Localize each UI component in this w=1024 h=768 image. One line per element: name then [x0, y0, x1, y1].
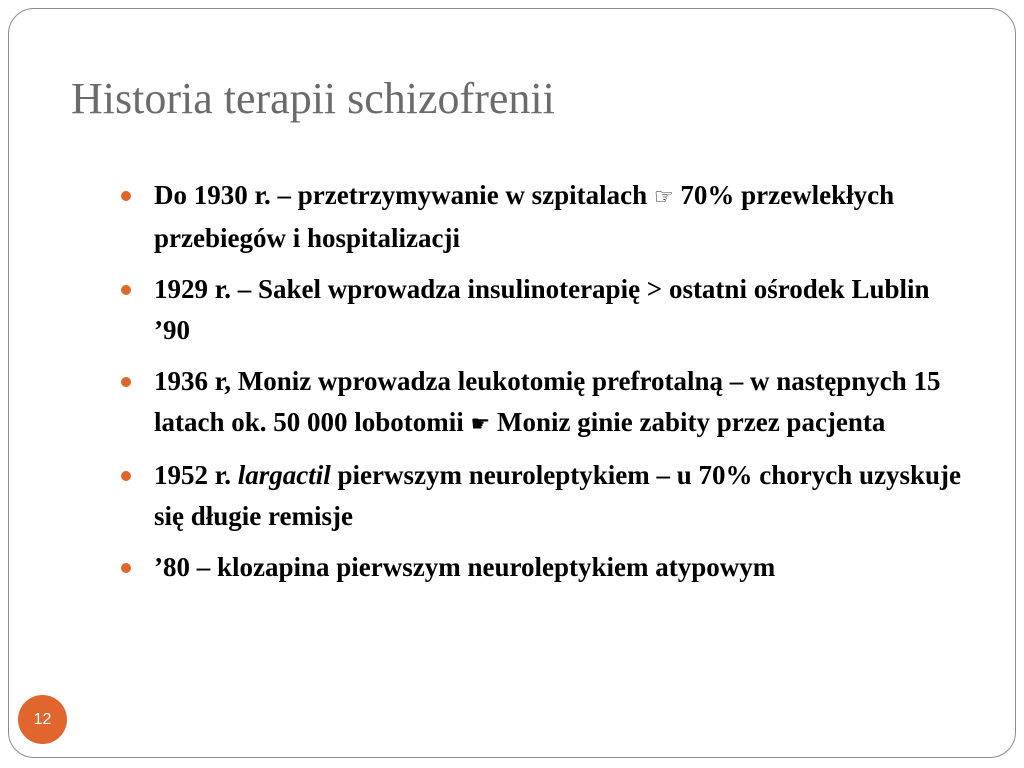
drug-name-italic: largactil [237, 460, 331, 490]
bullet-item-1952 [121, 455, 961, 537]
bullet-marker [121, 471, 131, 481]
bullet-item-80 [121, 547, 961, 588]
pointing-hand-right-outline-icon: ☞ [653, 185, 674, 210]
pointing-hand-right-filled-icon: ☛ [470, 412, 491, 437]
bullet-text: 1936 r, Moniz wprowadza leukotomię prefrotalną – w następnych 15 latach ok. 50 000 lobotomii [154, 366, 941, 437]
bullet-text: 70% przewlekłych przebiegów i hospitalizacji [154, 180, 895, 253]
bullet-marker [121, 563, 131, 573]
bullet-text: pierwszym neuroleptykiem – u 70% chorych uzyskuje się długie remisje [154, 460, 961, 531]
bullet-text: ’80 – klozapina pierwszym neuroleptykiem atypowym [154, 552, 776, 582]
bullet-item-1929 [121, 269, 961, 351]
bullet-text: Moniz ginie zabity przez pacjenta [497, 407, 886, 437]
slide-frame [8, 8, 1016, 758]
bullet-text: 1929 r. – Sakel wprowadza insulinoterapię > ostatni ośrodek Lublin ’90 [154, 274, 930, 345]
bullet-item-1930 [121, 175, 961, 259]
bullet-marker [121, 377, 131, 387]
page-number-badge: 12 [18, 695, 67, 744]
bullet-text: 1952 r. [154, 460, 232, 490]
bullet-marker [121, 191, 131, 201]
bullet-list [121, 175, 961, 598]
bullet-marker [121, 285, 131, 295]
bullet-text: Do 1930 r. – przetrzymywanie w szpitalach [154, 180, 648, 210]
bullet-item-1936 [121, 361, 961, 445]
slide-title: Historia terapii schizofrenii [71, 74, 555, 123]
